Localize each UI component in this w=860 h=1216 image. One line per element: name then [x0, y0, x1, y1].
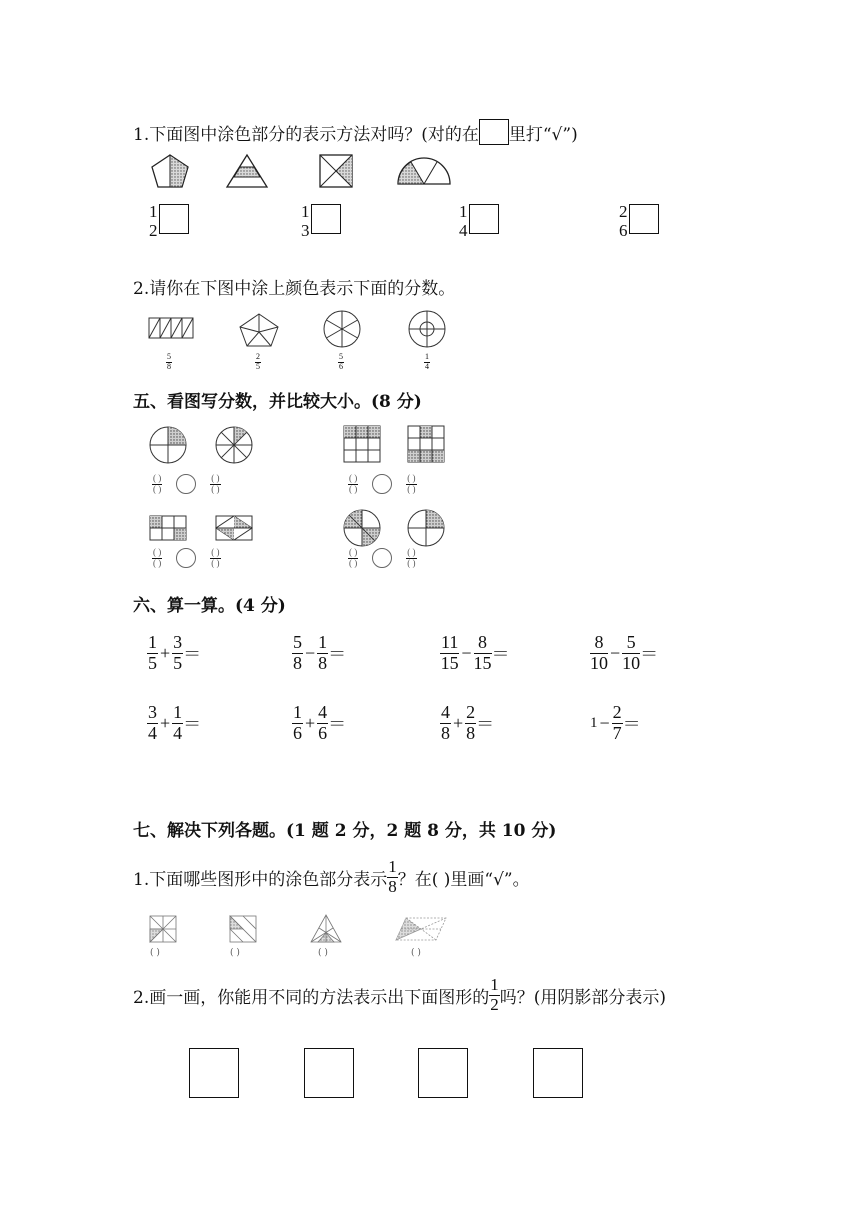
equation: $\frac{5}{8}$ − $\frac{1}{8}$ ＝ [293, 632, 347, 673]
section-5-title: 五、看图写分数，并比较大小。(8 分) [133, 392, 422, 412]
answer-box[interactable] [311, 204, 341, 234]
p7-q1-shapes [146, 912, 456, 948]
circle-quarters-shape [150, 427, 186, 463]
compare-row: $\frac{( )}{( )}$ $\frac{( )}{( )}$ [153, 547, 220, 568]
drawing-square[interactable] [418, 1048, 468, 1098]
striped-rectangle-shape [149, 318, 193, 338]
compare-circle[interactable] [372, 548, 392, 568]
compare-row: $\frac{( )}{( )}$ $\frac{( )}{( )}$ [153, 473, 220, 494]
q1-shapes [150, 152, 450, 192]
circle-quarters-shape [344, 510, 380, 546]
p7-q2-instruction: 2.画一画，你能用不同的方法表示出下面图形的 $\frac{1}{2}$ 吗？(用阴影部分表示) [133, 975, 666, 1014]
q1-item: 1 4 [458, 203, 618, 240]
square-triangles-shape [230, 916, 256, 942]
answer-paren[interactable]: ( ) [230, 948, 240, 958]
square-eighths-shape [150, 916, 176, 942]
compare-circle[interactable] [372, 474, 392, 494]
diamond-rectangle-shape [216, 516, 252, 540]
equation: $\frac{11}{15}$ − $\frac{8}{15}$ ＝ [440, 632, 510, 673]
circle-quarters-shape [408, 510, 444, 546]
answer-box[interactable] [629, 204, 659, 234]
q1-instruction: 1.下面图中涂色部分的表示方法对吗？(对的在 里打“√”) [133, 119, 578, 145]
pentagon-shape [152, 155, 188, 187]
q2-frac: $\frac{2}{5}$ [256, 352, 260, 371]
divided-pentagon-shape [240, 314, 278, 346]
triangle-shape [227, 155, 267, 187]
section-7-title: 七、解决下列各题。(1 题 2 分，2 题 8 分，共 10 分) [133, 821, 557, 841]
q2-frac: $\frac{5}{8}$ [167, 352, 171, 371]
q1-item: 1 2 [148, 203, 300, 240]
compare-row: $\frac{( )}{( )}$ $\frac{( )}{( )}$ [349, 547, 416, 568]
q1-item: 2 6 [618, 203, 659, 240]
target-circle-shape [409, 311, 445, 347]
q1-fraction-row [148, 203, 659, 240]
circle-eighths-shape [216, 427, 252, 463]
compare-row: $\frac{( )}{( )}$ $\frac{( )}{( )}$ [349, 473, 416, 494]
answer-paren[interactable]: ( ) [150, 948, 160, 958]
equation: $\frac{3}{4}$ + $\frac{1}{4}$ ＝ [148, 702, 202, 743]
p7-q1-parens [150, 948, 450, 958]
triangle-divided-shape [311, 915, 341, 942]
answer-box[interactable] [159, 204, 189, 234]
equation: 1 − $\frac{2}{7}$ ＝ [590, 702, 641, 743]
equation: $\frac{8}{10}$ − $\frac{5}{10}$ ＝ [590, 632, 659, 673]
q2-instruction: 2.请你在下图中涂上颜色表示下面的分数。 [133, 279, 456, 299]
q2-shapes [146, 310, 456, 350]
compare-circle[interactable] [176, 474, 196, 494]
answer-paren[interactable]: ( ) [411, 948, 421, 958]
answer-paren[interactable]: ( ) [318, 948, 328, 958]
compare-circle[interactable] [176, 548, 196, 568]
answer-box[interactable] [469, 204, 499, 234]
q2-frac: $\frac{1}{4}$ [425, 352, 429, 371]
circle-sixths-shape [324, 311, 360, 347]
semicircle-shape [398, 158, 450, 184]
equation: $\frac{1}{5}$ + $\frac{3}{5}$ ＝ [148, 632, 202, 673]
q2-frac: $\frac{5}{6}$ [339, 352, 343, 371]
section-6-title: 六、算一算。(4 分) [133, 596, 286, 616]
drawing-square[interactable] [304, 1048, 354, 1098]
q1-item: 1 3 [300, 203, 458, 240]
equation: $\frac{4}{8}$ + $\frac{2}{8}$ ＝ [441, 702, 495, 743]
parallelogram-shape [396, 918, 446, 940]
equation: $\frac{1}{6}$ + $\frac{4}{6}$ ＝ [293, 702, 347, 743]
divided-rectangle-shape [150, 516, 186, 540]
drawing-square[interactable] [189, 1048, 239, 1098]
check-box-sample [479, 119, 509, 145]
square-x-shape [320, 155, 352, 187]
grid-square-shape [408, 426, 444, 462]
drawing-square[interactable] [533, 1048, 583, 1098]
grid-square-shape [344, 426, 380, 462]
p7-q1-instruction: 1.下面哪些图形中的涂色部分表示 $\frac{1}{8}$ ？在( )里画“√”。 [133, 857, 530, 896]
